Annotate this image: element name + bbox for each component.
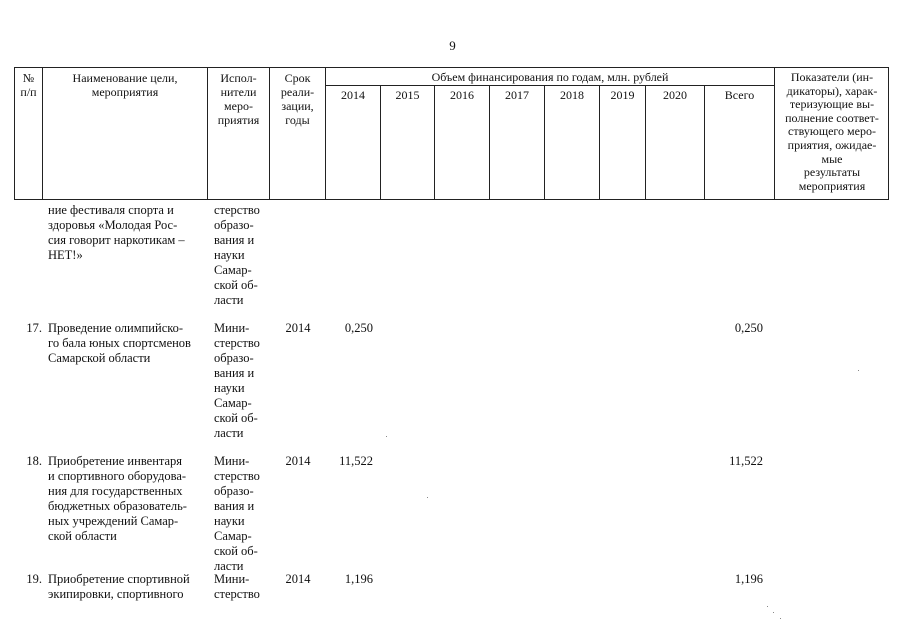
row-value-total: 1,196	[734, 572, 763, 586]
header-year-2018: 2018	[560, 88, 584, 102]
row-executor: Мини- стерство образо- вания и науки Самар- ской об- ласти	[214, 321, 260, 440]
header-year-2020: 2020	[663, 88, 687, 102]
row-value-2014: 0,250	[344, 321, 373, 335]
row-year: 2014	[285, 321, 311, 335]
header-year-2014: 2014	[341, 88, 365, 102]
header-financing-title: Объем финансирования по годам, млн. рублей	[431, 70, 669, 84]
table-header	[14, 67, 889, 200]
row-value-2014: 11,522	[339, 454, 373, 468]
scan-speck	[767, 606, 768, 607]
scan-speck	[773, 612, 774, 613]
header-year-2015: 2015	[395, 88, 420, 102]
row-number: 18.	[26, 454, 42, 468]
row-name: Проведение олимпийско- го бала юных спортсменов Самарской области	[48, 321, 191, 365]
header-executors: Испол- нители меро- приятия	[217, 71, 260, 127]
row-number: 19.	[26, 572, 42, 586]
row-executor: Мини- стерство образо- вания и науки Самар- ской об- ласти	[214, 454, 260, 573]
row-executor: стерство образо- вания и науки Самар- ской об- ласти	[214, 203, 260, 307]
row-value-total: 11,522	[729, 454, 763, 468]
header-total: Всего	[724, 88, 755, 102]
row-name: Приобретение спортивной экипировки, спортивного	[48, 572, 190, 601]
row-executor: Мини- стерство	[214, 572, 260, 601]
row-name: ние фестиваля спорта и здоровья «Молодая Рос- сия говорит наркотикам – НЕТ!»	[48, 203, 185, 262]
scan-speck	[386, 436, 387, 437]
header-term: Срок реали- зации, годы	[280, 71, 315, 127]
row-name: Приобретение инвентаря и спортивного оборудова- ния для государственных бюджетных образователь- ных учреждений Самар- ской области	[48, 454, 187, 543]
header-year-2019: 2019	[610, 88, 635, 102]
page-number: 9	[449, 38, 456, 53]
header-indicators: Показатели (ин- дикаторы), харак- теризующие вы- полнение соответ- ствующего меро- приятия, ожидае- мые результаты мероприятия	[785, 70, 879, 193]
header-year-2016: 2016	[450, 88, 474, 102]
header-num: № п/п	[20, 71, 37, 99]
row-value-total: 0,250	[734, 321, 763, 335]
row-year: 2014	[285, 454, 311, 468]
row-value-2014: 1,196	[344, 572, 373, 586]
header-year-2017: 2017	[505, 88, 529, 102]
scan-speck	[780, 618, 781, 619]
row-year: 2014	[285, 572, 311, 586]
header-name: Наименование цели, мероприятия	[72, 71, 178, 99]
scan-speck	[427, 497, 428, 498]
row-number: 17.	[26, 321, 42, 335]
scan-speck	[858, 370, 859, 371]
